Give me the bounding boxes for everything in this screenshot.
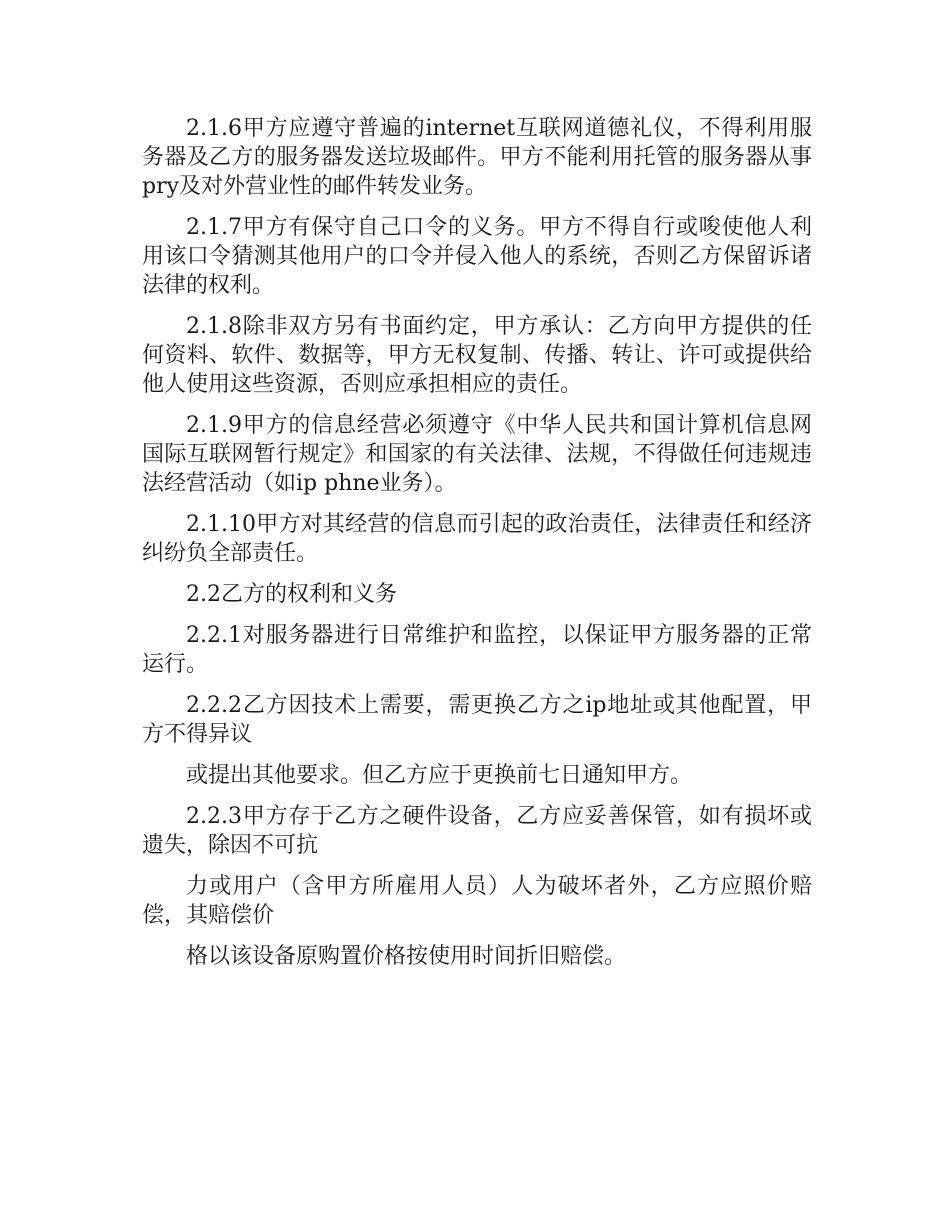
paragraph-2-2-2-continued: 或提出其他要求。但乙方应于更换前七日通知甲方。 <box>186 763 693 788</box>
paragraph-2-2-3-continued: 力或用户（含甲方所雇用人员）人为破坏者外，乙方应照价赔偿，其赔偿价 <box>142 874 812 928</box>
paragraph-2-2-3: 2.2.3甲方存于乙方之硬件设备，乙方应妥善保管，如有损坏或遗失，除因不可抗 <box>142 804 812 858</box>
paragraph-2-1-9: 2.1.9甲方的信息经营必须遵守《中华人民共和国计算机信息网国际互联网暂行规定》和国家的有关法律、法规，不得做任何违规违法经营活动（如ip phne业务）。 <box>142 413 812 496</box>
paragraph-2-1-6: 2.1.6甲方应遵守普遍的internet互联网道德礼仪，不得利用服务器及乙方的服务器发送垃圾邮件。甲方不能利用托管的服务器从事pry及对外营业性的邮件转发业务。 <box>142 116 812 199</box>
section-heading-2-2: 2.2乙方的权利和义务 <box>186 582 397 607</box>
paragraph-2-1-7: 2.1.7甲方有保守自己口令的义务。甲方不得自行或唆使他人利用该口令猜测其他用户的口令并侵入他人的系统，否则乙方保留诉诸法律的权利。 <box>142 215 812 298</box>
paragraph-2-1-10: 2.1.10甲方对其经营的信息而引起的政治责任，法律责任和经济纠纷负全部责任。 <box>142 512 812 566</box>
paragraph-2-1-8: 2.1.8除非双方另有书面约定，甲方承认：乙方向甲方提供的任何资料、软件、数据等，甲方无权复制、传播、转让、许可或提供给他人使用这些资源，否则应承担相应的责任。 <box>142 314 812 397</box>
paragraph-2-2-2: 2.2.2乙方因技术上需要，需更换乙方之ip地址或其他配置，甲方不得异议 <box>142 693 812 747</box>
document-body <box>142 114 812 983</box>
paragraph-2-2-1: 2.2.1对服务器进行日常维护和监控，以保证甲方服务器的正常运行。 <box>142 623 812 677</box>
paragraph-2-2-3-final: 格以该设备原购置价格按使用时间折旧赔偿。 <box>186 944 627 969</box>
